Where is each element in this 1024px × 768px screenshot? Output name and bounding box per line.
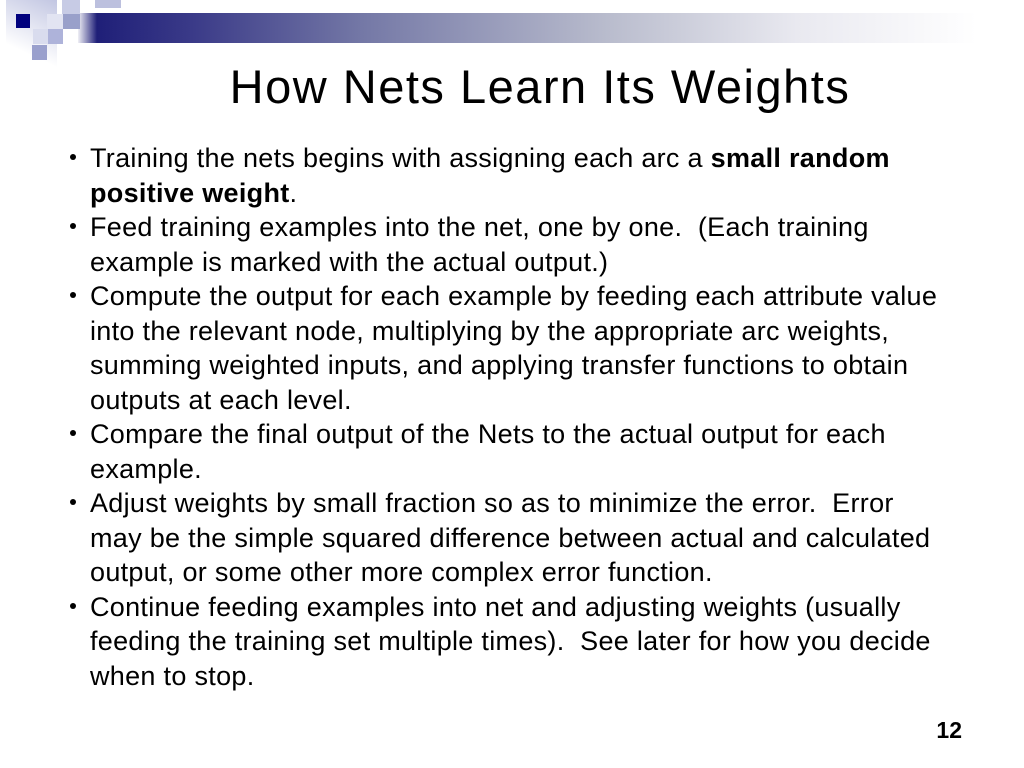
deco-square xyxy=(47,14,63,29)
bullet-icon xyxy=(70,292,76,298)
bullet-item xyxy=(69,417,989,486)
bullet-list xyxy=(69,141,989,693)
deco-square xyxy=(62,0,80,14)
bullet-text: Training the nets begins with assigning each arc a small random positive weight. xyxy=(90,143,890,208)
slide-title: How Nets Learn Its Weights xyxy=(229,60,851,113)
bullet-item xyxy=(69,590,989,694)
bullet-text: Compute the output for each example by feeding each attribute value into the relevant node, multiplying by the appropriate arc weights, summing weighted inputs, and applying transfer functions to obtain outputs at each level. xyxy=(90,281,938,415)
deco-square xyxy=(32,45,47,60)
bullet-item xyxy=(69,486,989,590)
bullet-text: Feed training examples into the net, one by one. (Each training example is marked with the actual output.) xyxy=(90,212,869,277)
bullet-text: Continue feeding examples into net and adjusting weights (usually feeding the training set multiple times). See later for how you decide when to stop. xyxy=(90,591,931,691)
deco-square xyxy=(16,14,30,28)
title-bar-decoration xyxy=(78,13,1024,43)
bullet-icon xyxy=(70,223,76,229)
deco-square xyxy=(33,29,48,44)
bullet-icon xyxy=(70,603,76,609)
deco-square xyxy=(48,29,63,44)
bullet-item xyxy=(69,210,989,279)
deco-square xyxy=(63,14,80,29)
bullet-text: Compare the final output of the Nets to the actual output for each example. xyxy=(90,419,886,484)
bullet-icon xyxy=(70,499,76,505)
bullet-item xyxy=(69,141,989,210)
deco-square xyxy=(95,0,121,8)
bullet-icon xyxy=(70,430,76,436)
bullet-icon xyxy=(70,154,76,160)
bullet-text: Adjust weights by small fraction so as to minimize the error. Error may be the simple squared difference between actual and calculated output, or some other more complex error function. xyxy=(90,488,931,587)
page-number: 12 xyxy=(936,717,962,743)
bullet-item xyxy=(69,279,989,417)
